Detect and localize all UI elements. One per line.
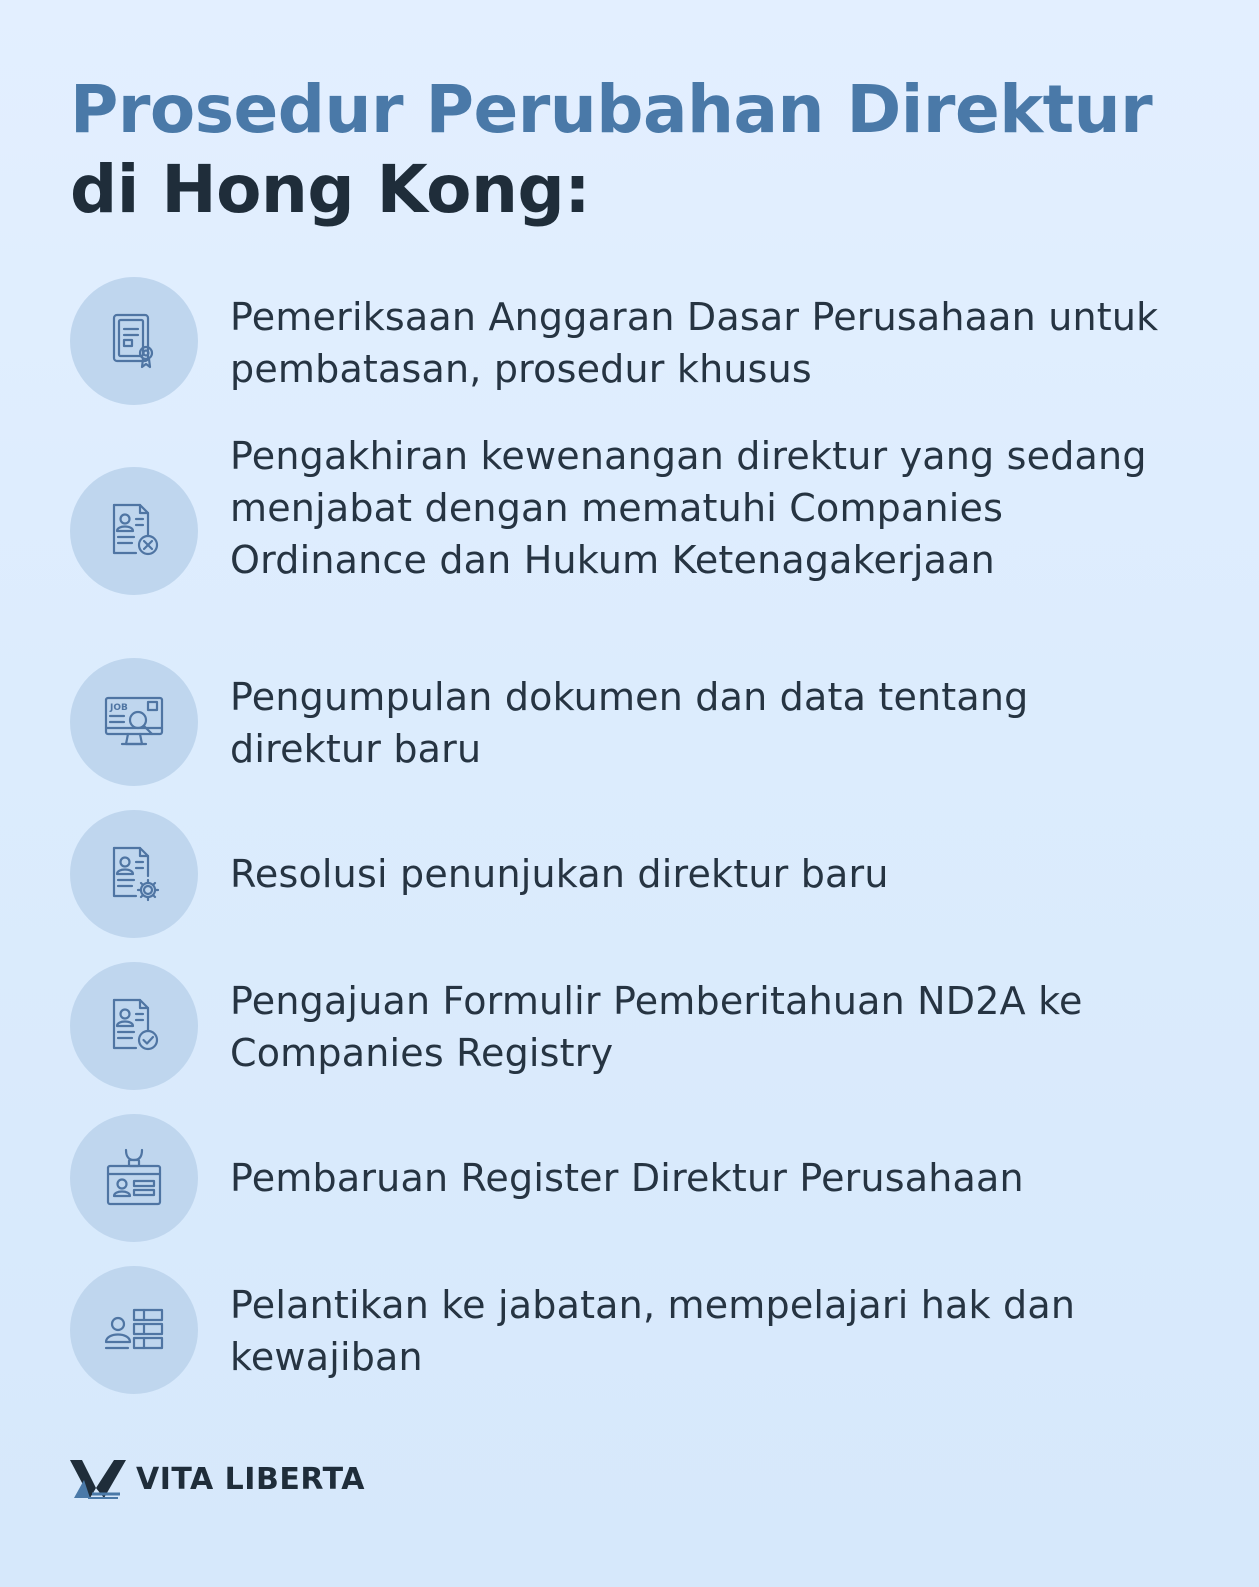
page-title xyxy=(70,70,1152,230)
step-7-text: Pelantikan ke jabatan, mempelajari hak dan kewajiban xyxy=(230,1283,1076,1379)
step-6-text: Pembaruan Register Direktur Perusahaan xyxy=(230,1156,1024,1200)
id-badge-icon xyxy=(70,1114,198,1242)
vita-liberta-logo-icon xyxy=(70,1458,126,1500)
step-4-text: Resolusi penunjukan direktur baru xyxy=(230,852,889,896)
brand-logo xyxy=(70,1458,365,1500)
person-tasks-icon xyxy=(70,1266,198,1394)
step-1-text: Pemeriksaan Anggaran Dasar Perusahaan untuk pembatasan, prosedur khusus xyxy=(230,295,1159,391)
step-2-text: Pengakhiran kewenangan direktur yang sedang menjabat dengan mematuhi Companies Ordinance dan Hukum Ketenagakerjaan xyxy=(230,434,1147,582)
title-line-1: Prosedur Perubahan Direktur xyxy=(70,71,1153,148)
title-line-2: di Hong Kong: xyxy=(70,151,591,228)
profile-document-settings-icon xyxy=(70,810,198,938)
job-search-monitor-icon xyxy=(70,658,198,786)
step-3-text: Pengumpulan dokumen dan data tentang direktur baru xyxy=(230,675,1029,771)
svg-text:JOB: JOB xyxy=(110,703,128,713)
profile-document-cancel-icon xyxy=(70,467,198,595)
brand-name: VITA LIBERTA xyxy=(136,1461,365,1497)
profile-document-check-icon xyxy=(70,962,198,1090)
certificate-icon xyxy=(70,277,198,405)
step-5-text: Pengajuan Formulir Pemberitahuan ND2A ke Companies Registry xyxy=(230,979,1083,1075)
